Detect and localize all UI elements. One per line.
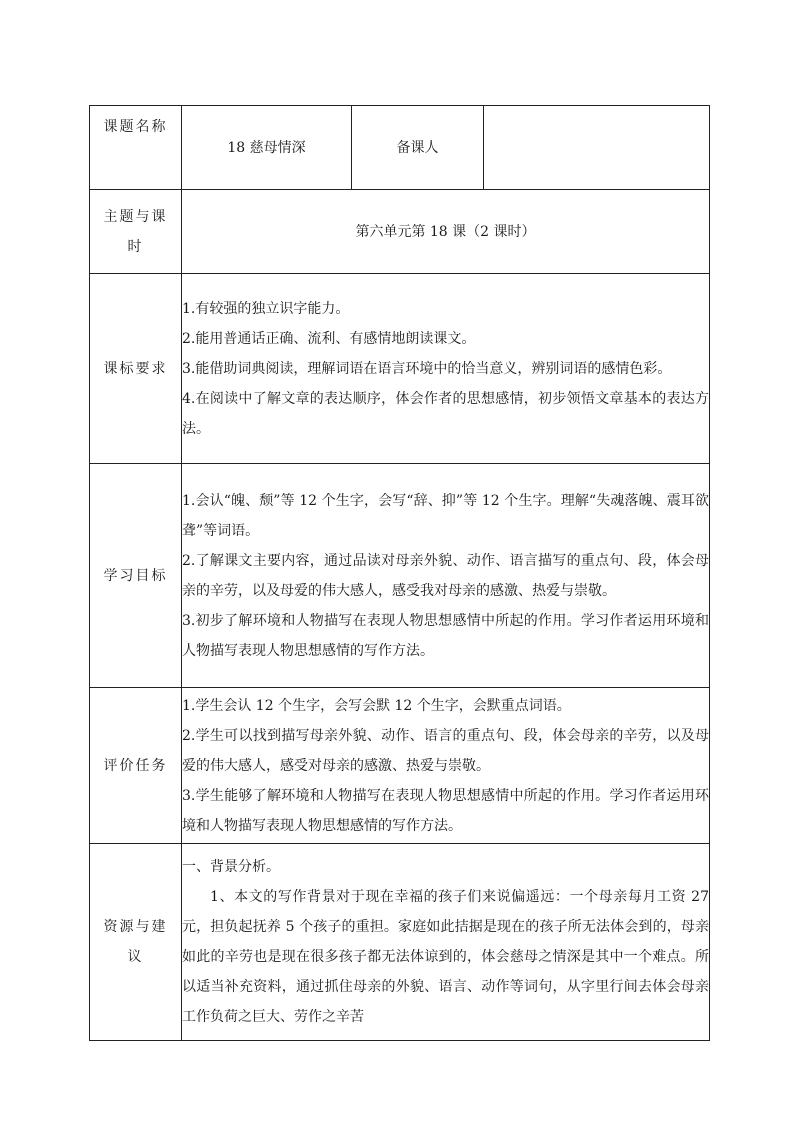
row-learning-goals xyxy=(90,464,710,688)
curriculum-standard-content xyxy=(182,274,710,464)
theme-label xyxy=(90,190,182,274)
theme-label-line1: 主题与课 xyxy=(103,208,168,225)
resources-label xyxy=(90,844,182,1041)
row-curriculum-standard xyxy=(90,274,710,464)
row-evaluation-tasks xyxy=(90,688,710,844)
standard-item: 3.能借助词典阅读，理解词语在语言环境中的恰当意义，辨别词语的感情色彩。 xyxy=(182,360,672,377)
theme-value: 第六单元第 18 课（2 课时） xyxy=(182,190,710,274)
lesson-plan-table xyxy=(89,105,710,1041)
row-resources xyxy=(90,844,710,1041)
preparer-value xyxy=(484,106,710,190)
row-theme xyxy=(90,190,710,274)
goal-item: 1.会认“魄、颓”等 12 个生字，会写“辞、抑”等 12 个生字。理解“失魂落魄、震耳欲聋”等词语。 xyxy=(182,492,709,539)
evaluation-item: 3.学生能够了解环境和人物描写在表现人物思想感情中所起的作用。学习作者运用环境和人物描写表现人物思想感情的写作方法。 xyxy=(182,787,709,834)
evaluation-item: 1.学生会认 12 个生字，会写会默 12 个生字，会默重点词语。 xyxy=(182,697,571,714)
resources-content xyxy=(182,844,710,1041)
evaluation-tasks-content xyxy=(182,688,710,844)
resources-paragraph: 1、本文的写作背景对于现在幸福的孩子们来说偏遥远：一个母亲每月工资 27 元，担负起抚养 5 个孩子的重担。家庭如此拮据是现在的孩子所无法体会到的，母亲如此的辛劳也是现在很多孩子都无法体谅到的，体会慈母之情深是其中一个难点。所以适当补充资料，通过抓住母亲的外貌、语言、动作等词句，从字里行间去体会母亲工作负荷之巨大、劳作之辛苦 xyxy=(182,889,709,1025)
standard-item: 4.在阅读中了解文章的表达顺序，体会作者的思想感情，初步领悟文章基本的表达方法。 xyxy=(182,390,709,437)
goal-item: 2.了解课文主要内容，通过品读对母亲外貌、动作、语言描写的重点句、段，体会母亲的辛劳，以及母爱的伟大感人，感受我对母亲的感激、热爱与崇敬。 xyxy=(182,552,709,599)
curriculum-standard-label: 课标要求 xyxy=(90,274,182,464)
learning-goals-content xyxy=(182,464,710,688)
resources-label-line1: 资源与建 xyxy=(103,919,168,935)
preparer-label: 备课人 xyxy=(352,106,484,190)
row-course-title xyxy=(90,106,710,190)
course-title-label: 课题名称 xyxy=(90,106,182,190)
goal-item: 3.初步了解环境和人物描写在表现人物思想感情中所起的作用。学习作者运用环境和人物描写表现人物思想感情的写作方法。 xyxy=(182,612,709,659)
standard-item: 2.能用普通话正确、流利、有感情地朗读课文。 xyxy=(182,330,476,347)
learning-goals-label: 学习目标 xyxy=(90,464,182,688)
evaluation-item: 2.学生可以找到描写母亲外貌、动作、语言的重点句、段，体会母亲的辛劳，以及母爱的伟大感人，感受对母亲的感激、热爱与崇敬。 xyxy=(182,727,709,774)
course-title-value: 18 慈母情深 xyxy=(182,106,352,190)
resources-heading: 一、背景分析。 xyxy=(182,859,280,875)
evaluation-tasks-label: 评价任务 xyxy=(90,688,182,844)
resources-label-line2: 议 xyxy=(127,949,144,965)
standard-item: 1.有较强的独立识字能力。 xyxy=(182,300,350,317)
theme-label-line2: 时 xyxy=(127,238,144,255)
